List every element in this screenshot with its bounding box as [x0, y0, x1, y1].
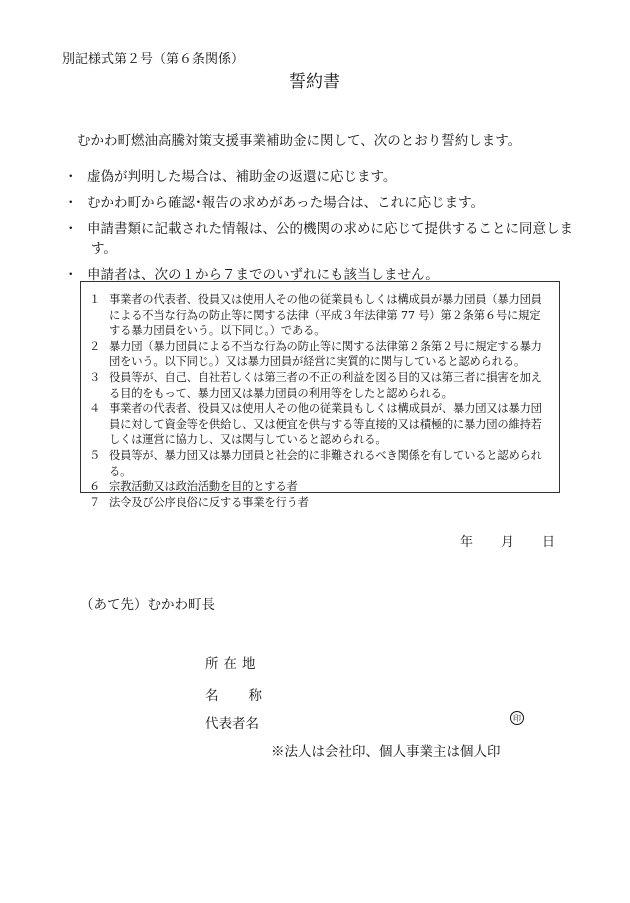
name-label-char-1: 名	[205, 688, 219, 704]
conditions-box	[80, 281, 560, 509]
pledge-item	[62, 167, 582, 187]
condition-number: １	[89, 293, 101, 306]
bullet-mark: ・	[64, 221, 78, 237]
condition-text: 役員等が、自己、自社若しくは第三者の不正の利益を図る目的又は第三者に損害を加える目的をもって、暴力団又は暴力団員の利用等をしたと認められる。	[109, 370, 542, 400]
pledge-text: 申請者は、次の１から７までのいずれにも該当しません。	[87, 267, 439, 283]
condition-number: ４	[89, 402, 101, 416]
intro-text: むかわ町燃油高騰対策支援事業補助金に関して、次のとおり誓約します。	[77, 133, 522, 149]
name-label	[205, 684, 262, 704]
pledge-item	[62, 193, 582, 213]
condition-item	[89, 339, 551, 370]
condition-number: ２	[89, 339, 101, 353]
condition-item	[89, 479, 551, 495]
pledge-item	[62, 219, 582, 259]
bullet-mark: ・	[64, 169, 78, 185]
pledge-text: 虚偽が判明した場合は、補助金の返還に応じます。	[87, 169, 397, 185]
date-year-label: 年	[460, 535, 474, 550]
condition-text: 役員等が、暴力団又は暴力団員と社会的に非難されるべき関係を有していると認められる。	[109, 448, 542, 478]
bullet-mark: ・	[64, 195, 78, 211]
date-month-label: 月	[501, 535, 515, 550]
document-title: 誓約書	[289, 72, 340, 92]
condition-number: ５	[89, 448, 101, 462]
date-day-label: 日	[542, 535, 556, 550]
addressee: （あて先）むかわ町長	[80, 597, 215, 613]
form-label: 別記様式第２号（第６条関係）	[62, 52, 245, 67]
pledge-list	[62, 167, 582, 291]
condition-number: ７	[89, 495, 101, 509]
condition-text: 法令及び公序良俗に反する事業を行う者	[109, 495, 309, 509]
condition-item	[89, 370, 551, 401]
condition-item	[89, 401, 551, 448]
pledge-text: 申請書類に記載された情報は、公的機関の求めに応じて提供することに同意しま	[87, 221, 573, 237]
condition-number: ６	[89, 480, 101, 494]
condition-item	[89, 292, 551, 339]
condition-number: ３	[89, 370, 101, 384]
pledge-text-continued: す。	[91, 241, 117, 257]
seal-note: ※法人は会社印、個人事業主は個人印	[271, 744, 501, 760]
condition-item	[89, 495, 551, 511]
condition-text: 事業者の代表者、役員又は使用人その他の従業員もしくは構成員が、暴力団又は暴力団員に対して資金等を供給し、又は便宜を供与する等直接的又は積極的に暴力団の維持若しくは運営に協力し、又は関与していると認められる。	[109, 402, 542, 447]
condition-item	[89, 448, 551, 479]
condition-text: 暴力団（暴力団員による不当な行為の防止等に関する法律第２条第２号に規定する暴力団をいう。以下同じ。）又は暴力団員が経営に実質的に関与していると認められる。	[109, 339, 542, 369]
name-label-char-2: 称	[248, 688, 262, 704]
condition-text: 宗教活動又は政治活動を目的とする者	[109, 480, 298, 494]
pledge-text: むかわ町から確認･報告の求めがあった場合は、これに応じます。	[87, 195, 485, 211]
condition-text: 事業者の代表者、役員又は使用人その他の従業員もしくは構成員が暴力団員（暴力団員による不当な行為の防止等に関する法律（平成３年法律第 77 号）第２条第６号に規定する暴力団員をいう。以下同じ。）である。	[109, 293, 542, 338]
representative-label: 代表者名	[205, 716, 259, 732]
bullet-mark: ・	[64, 267, 78, 283]
seal-icon: 印	[510, 711, 524, 725]
address-label: 所在地	[205, 656, 261, 672]
